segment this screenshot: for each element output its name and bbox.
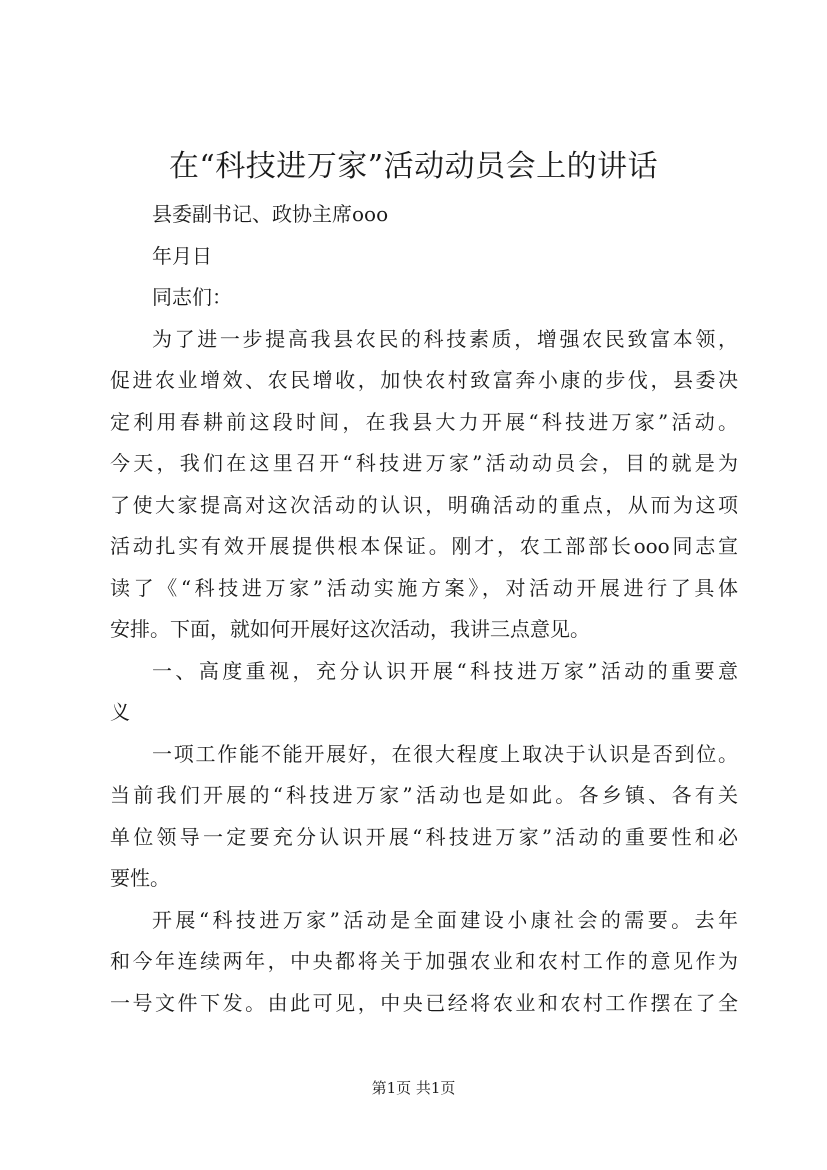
- body-line: 开展“科技进万家”活动是全面建设小康社会的需要。去年: [152, 907, 738, 932]
- body-line: 一号文件下发。由此可见，中央已经将农业和农村工作摆在了全: [110, 990, 738, 1015]
- body-line: 了使大家提高对这次活动的认识，明确活动的重点，从而为这项: [110, 492, 738, 517]
- document-body: [110, 194, 738, 1024]
- body-line: 安排。下面，就如何开展好这次活动，我讲三点意见。: [110, 617, 590, 641]
- body-line: 义: [110, 700, 130, 724]
- body-line: 县委副书记、政协主席ooo: [152, 202, 389, 226]
- body-line: 同志们：: [152, 285, 232, 309]
- body-line: 为了进一步提高我县农民的科技素质，增强农民致富本领，: [152, 326, 738, 351]
- body-line: 一项工作能不能开展好，在很大程度上取决于认识是否到位。: [152, 741, 738, 766]
- body-line: 当前我们开展的“科技进万家”活动也是如此。各乡镇、各有关: [110, 783, 738, 807]
- body-line: 活动扎实有效开展提供根本保证。刚才，农工部部长ooo同志宣: [110, 534, 738, 558]
- body-line: 单位领导一定要充分认识开展“科技进万家”活动的重要性和必: [110, 824, 738, 849]
- body-line: 年月日: [152, 243, 212, 268]
- body-line: 今天，我们在这里召开“科技进万家”活动动员会，目的就是为: [110, 451, 738, 475]
- body-line: 促进农业增效、农民增收，加快农村致富奔小康的步伐，县委决: [110, 368, 738, 392]
- body-line: 和今年连续两年，中央都将关于加强农业和农村工作的意见作为: [110, 949, 738, 973]
- body-line: 定利用春耕前这段时间，在我县大力开展“科技进万家”活动。: [110, 409, 738, 434]
- body-line: 要性。: [110, 866, 170, 890]
- page-footer: 第1页 共1页: [371, 1079, 456, 1097]
- document-title: 在“科技进万家”活动动员会上的讲话: [168, 149, 659, 184]
- body-line: 读了《“科技进万家”活动实施方案》，对活动开展进行了具体: [110, 575, 738, 600]
- body-line: 一、高度重视，充分认识开展“科技进万家”活动的重要意: [152, 658, 738, 683]
